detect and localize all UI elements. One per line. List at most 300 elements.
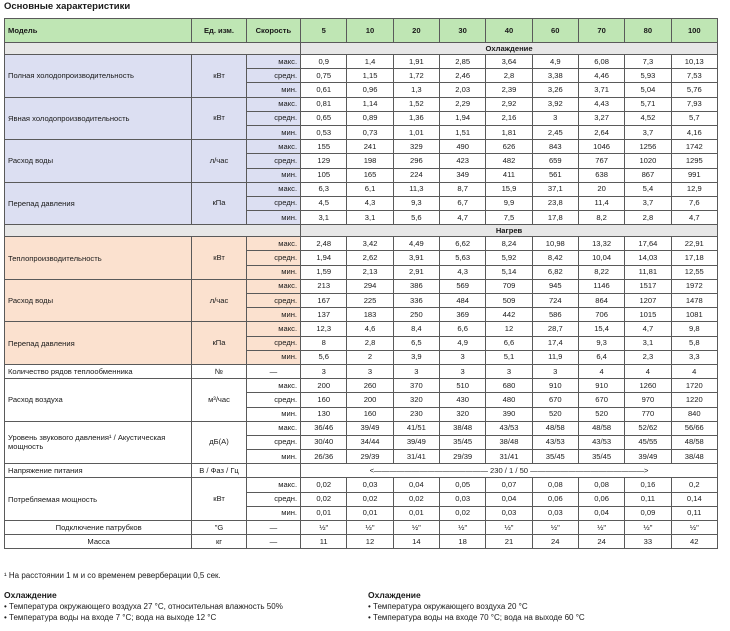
value-cell: 490 — [440, 140, 486, 154]
speed-label: макс. — [246, 279, 300, 293]
value-cell: 3,1 — [625, 336, 671, 350]
value-cell: 0,75 — [301, 69, 347, 83]
value-cell: 510 — [440, 379, 486, 393]
speed-label: мин. — [246, 308, 300, 322]
value-cell: 1,59 — [301, 265, 347, 279]
unit-label: кПа — [192, 322, 246, 365]
spec-table — [4, 18, 718, 549]
value-cell: 160 — [301, 393, 347, 407]
value-cell: 724 — [532, 294, 578, 308]
value-cell: 26/36 — [301, 450, 347, 464]
value-cell: 38/48 — [486, 435, 532, 449]
value-cell: 0,07 — [486, 478, 532, 492]
value-cell: 659 — [532, 154, 578, 168]
value-cell: 349 — [440, 168, 486, 182]
value-cell: 0,09 — [625, 506, 671, 520]
value-cell: 160 — [347, 407, 393, 421]
value-cell: 2,48 — [301, 237, 347, 251]
value-cell: 2,85 — [440, 55, 486, 69]
value-cell: 480 — [486, 393, 532, 407]
value-cell: 8,7 — [440, 182, 486, 196]
value-cell: 840 — [671, 407, 717, 421]
value-cell: 3,42 — [347, 237, 393, 251]
value-cell: 5,14 — [486, 265, 532, 279]
value-cell: 8,2 — [578, 211, 624, 225]
header-model-80: 80 — [625, 19, 671, 43]
value-cell: 10,98 — [532, 237, 578, 251]
value-cell: 0,01 — [347, 506, 393, 520]
value-cell: 105 — [301, 168, 347, 182]
speed-label: мин. — [246, 350, 300, 364]
value-cell: 3,9 — [393, 350, 439, 364]
value-cell: 6,1 — [347, 182, 393, 196]
unit-label: кВт — [192, 237, 246, 280]
power-supply-value: <——————————————— 230 / 1 / 50 ———————————————> — [301, 464, 718, 478]
value-cell: 0,04 — [578, 506, 624, 520]
table-row — [5, 521, 718, 535]
value-cell: 11 — [301, 535, 347, 549]
section-empty — [5, 43, 301, 55]
value-cell: 390 — [486, 407, 532, 421]
value-cell: 3,71 — [578, 83, 624, 97]
value-cell: 6,3 — [301, 182, 347, 196]
value-cell: 6,5 — [393, 336, 439, 350]
value-cell: 482 — [486, 154, 532, 168]
section-heating: Нагрев — [301, 225, 718, 237]
value-cell: 5,63 — [440, 251, 486, 265]
value-cell: 31/41 — [486, 450, 532, 464]
value-cell: 484 — [440, 294, 486, 308]
value-cell: 586 — [532, 308, 578, 322]
unit-label: кВт — [192, 55, 246, 98]
value-cell: 137 — [301, 308, 347, 322]
value-cell: 14,03 — [625, 251, 671, 265]
speed-label: макс. — [246, 182, 300, 196]
value-cell: 910 — [578, 379, 624, 393]
value-cell: 5,8 — [671, 336, 717, 350]
value-cell: 250 — [393, 308, 439, 322]
value-cell: 36/46 — [301, 421, 347, 435]
value-cell: 28,7 — [532, 322, 578, 336]
value-cell: 0,03 — [347, 478, 393, 492]
table-row — [5, 322, 718, 336]
value-cell: 2,39 — [486, 83, 532, 97]
value-cell: 0,02 — [301, 478, 347, 492]
value-cell: 0,02 — [301, 492, 347, 506]
value-cell: 5,93 — [625, 69, 671, 83]
param-label: Теплопроизводительность — [5, 237, 192, 280]
value-cell: 1,14 — [347, 97, 393, 111]
header-row — [5, 19, 718, 43]
value-cell: 867 — [625, 168, 671, 182]
table-row — [5, 478, 718, 492]
header-model-60: 60 — [532, 19, 578, 43]
value-cell: 0,02 — [440, 506, 486, 520]
value-cell: 0,04 — [486, 492, 532, 506]
value-cell: 0,03 — [440, 492, 486, 506]
page-title: Основные характеристики — [4, 1, 131, 12]
value-cell: 3,91 — [393, 251, 439, 265]
speed-label — [246, 464, 300, 478]
speed-label: макс. — [246, 237, 300, 251]
value-cell: 320 — [393, 393, 439, 407]
value-cell: 970 — [625, 393, 671, 407]
section-empty — [5, 225, 301, 237]
value-cell: 1146 — [578, 279, 624, 293]
speed-label: средн. — [246, 69, 300, 83]
value-cell: 2,8 — [486, 69, 532, 83]
value-cell: 8,22 — [578, 265, 624, 279]
value-cell: 6,6 — [440, 322, 486, 336]
value-cell: 2,13 — [347, 265, 393, 279]
value-cell: 2,16 — [486, 111, 532, 125]
param-label: Полная холодопроизводительность — [5, 55, 192, 98]
unit-label: л/час — [192, 140, 246, 183]
speed-label: средн. — [246, 154, 300, 168]
value-cell: 1207 — [625, 294, 671, 308]
value-cell: 3,7 — [625, 196, 671, 210]
value-cell: 9,3 — [393, 196, 439, 210]
value-cell: 17,18 — [671, 251, 717, 265]
value-cell: 0,02 — [347, 492, 393, 506]
value-cell: 0,96 — [347, 83, 393, 97]
value-cell: 0,81 — [301, 97, 347, 111]
value-cell: 30/40 — [301, 435, 347, 449]
value-cell: ½" — [440, 521, 486, 535]
value-cell: 5,4 — [625, 182, 671, 196]
value-cell: 0,89 — [347, 111, 393, 125]
value-cell: 945 — [532, 279, 578, 293]
value-cell: 0,08 — [578, 478, 624, 492]
value-cell: 638 — [578, 168, 624, 182]
table-row — [5, 535, 718, 549]
value-cell: 129 — [301, 154, 347, 168]
value-cell: 1742 — [671, 140, 717, 154]
value-cell: 4 — [625, 364, 671, 378]
value-cell: 15,4 — [578, 322, 624, 336]
value-cell: 2,03 — [440, 83, 486, 97]
value-cell: 10,13 — [671, 55, 717, 69]
value-cell: 31/41 — [393, 450, 439, 464]
speed-label: средн. — [246, 294, 300, 308]
value-cell: 224 — [393, 168, 439, 182]
value-cell: 3 — [532, 364, 578, 378]
value-cell: 1720 — [671, 379, 717, 393]
value-cell: 626 — [486, 140, 532, 154]
speed-label: макс. — [246, 140, 300, 154]
value-cell: 4,52 — [625, 111, 671, 125]
value-cell: 9,3 — [578, 336, 624, 350]
value-cell: 2,46 — [440, 69, 486, 83]
param-label: Уровень звукового давления¹ / Акустическая мощность — [5, 421, 192, 464]
value-cell: 4 — [671, 364, 717, 378]
value-cell: 2,64 — [578, 125, 624, 139]
value-cell: 5,92 — [486, 251, 532, 265]
value-cell: 1,94 — [440, 111, 486, 125]
value-cell: 41/51 — [393, 421, 439, 435]
value-cell: 5,1 — [486, 350, 532, 364]
value-cell: 6,82 — [532, 265, 578, 279]
speed-label: — — [246, 521, 300, 535]
speed-label: средн. — [246, 435, 300, 449]
notes-right-heading: Охлаждение — [368, 590, 421, 600]
value-cell: 4,7 — [440, 211, 486, 225]
value-cell: 1,36 — [393, 111, 439, 125]
value-cell: 3 — [347, 364, 393, 378]
speed-label: средн. — [246, 111, 300, 125]
speed-label: макс. — [246, 478, 300, 492]
value-cell: 411 — [486, 168, 532, 182]
value-cell: 0,06 — [578, 492, 624, 506]
table-row — [5, 464, 718, 478]
value-cell: 6,08 — [578, 55, 624, 69]
speed-label: мин. — [246, 168, 300, 182]
value-cell: 38/48 — [440, 421, 486, 435]
value-cell: 4,3 — [440, 265, 486, 279]
unit-label: В / Фаз / Гц — [192, 464, 246, 478]
speed-label: макс. — [246, 421, 300, 435]
value-cell: 7,93 — [671, 97, 717, 111]
value-cell: 12,3 — [301, 322, 347, 336]
value-cell: 0,9 — [301, 55, 347, 69]
speed-label: мин. — [246, 450, 300, 464]
value-cell: ½" — [532, 521, 578, 535]
value-cell: 22,91 — [671, 237, 717, 251]
header-model-40: 40 — [486, 19, 532, 43]
value-cell: 13,32 — [578, 237, 624, 251]
value-cell: 20 — [578, 182, 624, 196]
value-cell: 1,51 — [440, 125, 486, 139]
value-cell: 320 — [440, 407, 486, 421]
value-cell: 369 — [440, 308, 486, 322]
value-cell: 39/49 — [625, 450, 671, 464]
value-cell: 3 — [440, 364, 486, 378]
header-model-5: 5 — [301, 19, 347, 43]
value-cell: 14 — [393, 535, 439, 549]
header-unit: Ед. изм. — [192, 19, 246, 43]
value-cell: 24 — [532, 535, 578, 549]
value-cell: 7,6 — [671, 196, 717, 210]
value-cell: 4,7 — [625, 322, 671, 336]
value-cell: 11,4 — [578, 196, 624, 210]
value-cell: 4,9 — [532, 55, 578, 69]
value-cell: 4,5 — [301, 196, 347, 210]
value-cell: 17,4 — [532, 336, 578, 350]
value-cell: 4,7 — [671, 211, 717, 225]
value-cell: 430 — [440, 393, 486, 407]
value-cell: 1,15 — [347, 69, 393, 83]
unit-label: № — [192, 364, 246, 378]
section-cooling-row — [5, 43, 718, 55]
value-cell: 4,9 — [440, 336, 486, 350]
value-cell: 4,6 — [347, 322, 393, 336]
value-cell: 37,1 — [532, 182, 578, 196]
value-cell: 8,4 — [393, 322, 439, 336]
value-cell: 520 — [532, 407, 578, 421]
value-cell: 39/49 — [393, 435, 439, 449]
value-cell: 561 — [532, 168, 578, 182]
speed-label: мин. — [246, 407, 300, 421]
value-cell: 670 — [532, 393, 578, 407]
speed-label: мин. — [246, 506, 300, 520]
value-cell: 5,7 — [671, 111, 717, 125]
value-cell: 35/45 — [532, 450, 578, 464]
speed-label: средн. — [246, 251, 300, 265]
value-cell: 370 — [393, 379, 439, 393]
speed-label: средн. — [246, 393, 300, 407]
value-cell: 2,45 — [532, 125, 578, 139]
value-cell: 423 — [440, 154, 486, 168]
speed-label: макс. — [246, 55, 300, 69]
value-cell: 43/53 — [578, 435, 624, 449]
value-cell: 0,08 — [532, 478, 578, 492]
value-cell: 6,6 — [486, 336, 532, 350]
speed-label: мин. — [246, 265, 300, 279]
value-cell: 3 — [532, 111, 578, 125]
value-cell: 200 — [301, 379, 347, 393]
value-cell: 5,76 — [671, 83, 717, 97]
value-cell: 2,3 — [625, 350, 671, 364]
table-row — [5, 140, 718, 154]
value-cell: 183 — [347, 308, 393, 322]
speed-label: макс. — [246, 322, 300, 336]
header-model-10: 10 — [347, 19, 393, 43]
value-cell: 130 — [301, 407, 347, 421]
value-cell: 8 — [301, 336, 347, 350]
value-cell: 0,02 — [393, 492, 439, 506]
value-cell: 5,6 — [393, 211, 439, 225]
value-cell: 991 — [671, 168, 717, 182]
param-label: Перепад давления — [5, 182, 192, 225]
value-cell: 8,42 — [532, 251, 578, 265]
value-cell: 4,16 — [671, 125, 717, 139]
value-cell: 767 — [578, 154, 624, 168]
value-cell: 33 — [625, 535, 671, 549]
param-label: Подключение патрубков — [5, 521, 192, 535]
value-cell: 0,53 — [301, 125, 347, 139]
value-cell: 1015 — [625, 308, 671, 322]
value-cell: 165 — [347, 168, 393, 182]
value-cell: 45/55 — [625, 435, 671, 449]
speed-label: — — [246, 364, 300, 378]
value-cell: 386 — [393, 279, 439, 293]
param-label: Напряжение питания — [5, 464, 192, 478]
value-cell: 29/39 — [440, 450, 486, 464]
value-cell: 706 — [578, 308, 624, 322]
value-cell: 0,04 — [393, 478, 439, 492]
value-cell: 294 — [347, 279, 393, 293]
value-cell: 38/48 — [671, 450, 717, 464]
value-cell: 213 — [301, 279, 347, 293]
value-cell: 5,71 — [625, 97, 671, 111]
value-cell: 5,04 — [625, 83, 671, 97]
header-speed: Скорость — [246, 19, 300, 43]
value-cell: 910 — [532, 379, 578, 393]
value-cell: 6,7 — [440, 196, 486, 210]
value-cell: 3 — [486, 364, 532, 378]
value-cell: 3,26 — [532, 83, 578, 97]
value-cell: 11,3 — [393, 182, 439, 196]
table-row — [5, 279, 718, 293]
value-cell: 1,81 — [486, 125, 532, 139]
section-heating-row — [5, 225, 718, 237]
value-cell: 225 — [347, 294, 393, 308]
value-cell: 0,2 — [671, 478, 717, 492]
value-cell: 336 — [393, 294, 439, 308]
notes-right-line-2: • Температура воды на входе 70 °C; вода на выходе 60 °C — [368, 613, 585, 622]
notes-left — [4, 590, 283, 623]
value-cell: 12,55 — [671, 265, 717, 279]
table-row — [5, 182, 718, 196]
table-row — [5, 55, 718, 69]
value-cell: 3 — [393, 364, 439, 378]
value-cell: ½" — [625, 521, 671, 535]
value-cell: 12 — [486, 322, 532, 336]
value-cell: 18 — [440, 535, 486, 549]
value-cell: 0,06 — [532, 492, 578, 506]
value-cell: 709 — [486, 279, 532, 293]
value-cell: 200 — [347, 393, 393, 407]
value-cell: 4 — [578, 364, 624, 378]
value-cell: 1972 — [671, 279, 717, 293]
value-cell: 35/45 — [440, 435, 486, 449]
value-cell: 4,43 — [578, 97, 624, 111]
value-cell: 3,92 — [532, 97, 578, 111]
value-cell: 21 — [486, 535, 532, 549]
value-cell: 11,81 — [625, 265, 671, 279]
header-model-100: 100 — [671, 19, 717, 43]
value-cell: 680 — [486, 379, 532, 393]
unit-label: кВт — [192, 478, 246, 521]
value-cell: 1220 — [671, 393, 717, 407]
value-cell: 3,1 — [301, 211, 347, 225]
param-label: Потребляемая мощность — [5, 478, 192, 521]
footnote: ¹ На расстоянии 1 м и со временем реверберации 0,5 сек. — [4, 571, 221, 580]
value-cell: 5,6 — [301, 350, 347, 364]
value-cell: 3,27 — [578, 111, 624, 125]
value-cell: 3,38 — [532, 69, 578, 83]
value-cell: 15,9 — [486, 182, 532, 196]
value-cell: 17,8 — [532, 211, 578, 225]
value-cell: 0,05 — [440, 478, 486, 492]
value-cell: 12,9 — [671, 182, 717, 196]
value-cell: 0,16 — [625, 478, 671, 492]
header-model: Модель — [5, 19, 192, 43]
value-cell: ½" — [486, 521, 532, 535]
value-cell: 48/58 — [578, 421, 624, 435]
table-row — [5, 379, 718, 393]
value-cell: 569 — [440, 279, 486, 293]
value-cell: 1256 — [625, 140, 671, 154]
section-cooling: Охлаждение — [301, 43, 718, 55]
speed-label: макс. — [246, 97, 300, 111]
value-cell: 0,65 — [301, 111, 347, 125]
value-cell: 2,8 — [625, 211, 671, 225]
value-cell: 329 — [393, 140, 439, 154]
param-label: Масса — [5, 535, 192, 549]
value-cell: 17,64 — [625, 237, 671, 251]
value-cell: 0,01 — [301, 506, 347, 520]
speed-label: — — [246, 535, 300, 549]
value-cell: 24 — [578, 535, 624, 549]
value-cell: ½" — [301, 521, 347, 535]
value-cell: 7,53 — [671, 69, 717, 83]
value-cell: 0,03 — [532, 506, 578, 520]
value-cell: 0,14 — [671, 492, 717, 506]
speed-label: мин. — [246, 83, 300, 97]
value-cell: 3,7 — [625, 125, 671, 139]
value-cell: 155 — [301, 140, 347, 154]
